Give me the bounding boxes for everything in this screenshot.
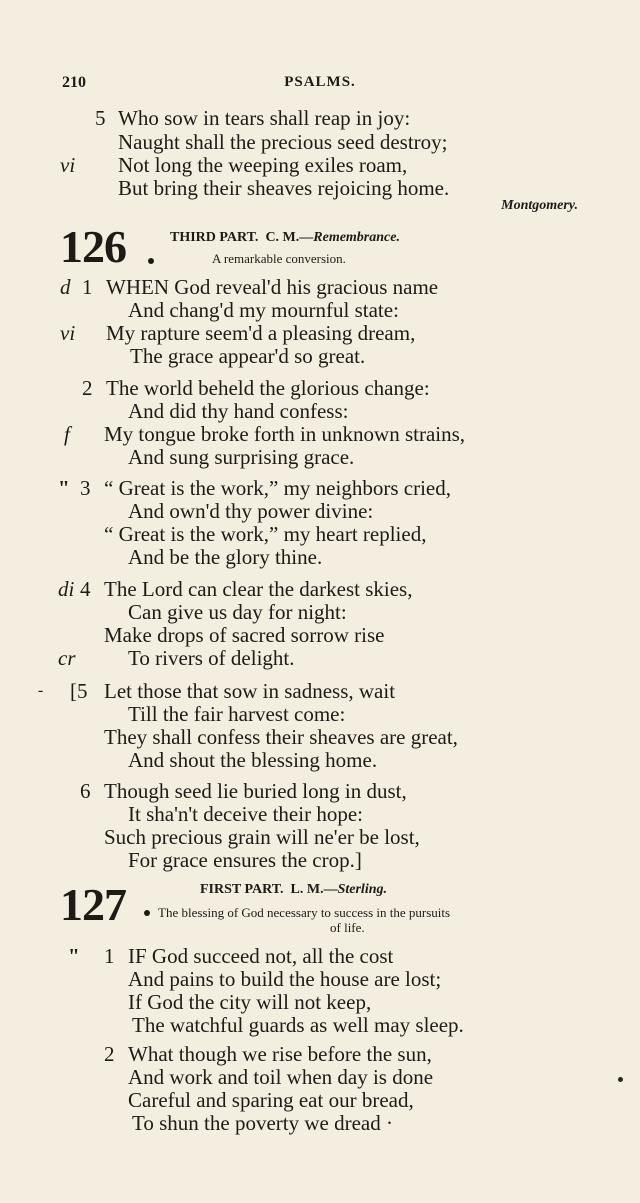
hymn-line: And shout the blessing home. — [128, 748, 378, 772]
hymn-subtitle: A remarkable conversion. — [212, 251, 346, 266]
dynamic-mark: di — [58, 577, 75, 601]
dash-mark: - — [38, 682, 44, 699]
hymn-meta — [170, 230, 400, 246]
hymn-subtitle-continued: of life. — [330, 920, 365, 935]
hymn-number: 126 — [60, 221, 126, 272]
verse-number: 6 — [80, 779, 91, 803]
verse-number: 4 — [80, 577, 91, 601]
hymn-line: The watchful guards as well may sleep. — [132, 1013, 464, 1037]
hymn-line: If God the city will not keep, — [128, 990, 372, 1014]
verse-number: 2 — [82, 376, 93, 400]
hymn-line: But bring their sheaves rejoicing home. — [118, 176, 450, 200]
hymn-line: The grace appear'd so great. — [130, 344, 366, 368]
running-title: PSALMS. — [284, 74, 356, 90]
hymn-line: And sung surprising grace. — [128, 445, 355, 469]
hymn-tune: Sterling. — [337, 882, 387, 897]
hymn-part: FIRST PART. — [200, 882, 284, 897]
dynamic-mark: f — [64, 422, 70, 446]
dynamic-mark: vi — [60, 153, 76, 177]
hymn-line: And did thy hand confess: — [128, 399, 349, 423]
hymn-line: And pains to build the house are lost; — [128, 967, 442, 991]
hymn-number-dot — [144, 910, 150, 916]
hymn-line: Can give us day for night: — [128, 600, 347, 624]
hymn-line: Till the fair harvest come: — [128, 702, 346, 726]
hymn-line: Naught shall the precious seed destroy; — [118, 130, 448, 154]
hymn-number: 127 — [60, 879, 126, 930]
hymn-meter: L. M.— — [290, 882, 338, 897]
hymn-line: IF God succeed not, all the cost — [128, 944, 394, 968]
hymn-line: To shun the poverty we dread · — [132, 1111, 393, 1135]
hymn-line: Though seed lie buried long in dust, — [104, 779, 407, 803]
page-number: 210 — [62, 74, 86, 91]
accent-mark: " — [68, 944, 80, 968]
hymn-tune: Remembrance. — [313, 230, 400, 245]
hymn-line: They shall confess their sheaves are great, — [104, 725, 458, 749]
verse-number: 5 — [95, 106, 106, 130]
hymn-line: My rapture seem'd a pleasing dream, — [106, 321, 416, 345]
hymn-line: “ Great is the work,” my neighbors cried, — [104, 476, 451, 500]
hymn-line: And own'd thy power divine: — [128, 499, 374, 523]
verse-number: [5 — [70, 679, 88, 703]
hymn-line: WHEN God reveal'd his gracious name — [106, 275, 439, 299]
hymn-line: What though we rise before the sun, — [128, 1042, 432, 1066]
dynamic-mark: d — [60, 275, 71, 299]
hymn-meta — [200, 882, 387, 898]
hymn-meter: C. M.— — [265, 230, 314, 245]
author-attribution: Montgomery. — [501, 198, 578, 213]
hymn-line: And chang'd my mournful state: — [128, 298, 399, 322]
hymn-subtitle: The blessing of God necessary to success in the pursuits — [158, 905, 451, 920]
hymn-line: Such precious grain will ne'er be lost, — [104, 825, 420, 849]
hymn-number-dot — [148, 258, 154, 264]
hymn-line: Make drops of sacred sorrow rise — [104, 623, 385, 647]
hymn-line: “ Great is the work,” my heart replied, — [104, 522, 427, 546]
hymn-line: My tongue broke forth in unknown strains, — [104, 422, 466, 446]
verse-number: 2 — [104, 1042, 115, 1066]
hymn-line: And work and toil when day is done — [128, 1065, 434, 1089]
hymn-line: And be the glory thine. — [128, 545, 323, 569]
hymn-line: The Lord can clear the darkest skies, — [104, 577, 413, 601]
dynamic-mark: vi — [60, 321, 76, 345]
dynamic-mark: cr — [58, 646, 76, 670]
hymn-line: For grace ensures the crop.] — [128, 848, 362, 872]
hymn-line: Careful and sparing eat our bread, — [128, 1088, 414, 1112]
hymn-line: It sha'n't deceive their hope: — [128, 802, 363, 826]
hymn-line: Let those that sow in sadness, wait — [104, 679, 396, 703]
hymn-line: Who sow in tears shall reap in joy: — [118, 106, 411, 130]
ink-speck — [618, 1077, 623, 1082]
hymn-part: THIRD PART. — [170, 230, 259, 245]
hymn-line: Not long the weeping exiles roam, — [118, 153, 408, 177]
verse-number: 1 — [82, 275, 93, 299]
verse-number: 1 — [104, 944, 115, 968]
verse-number: 3 — [80, 476, 91, 500]
hymn-line: The world beheld the glorious change: — [106, 376, 430, 400]
hymn-line: To rivers of delight. — [128, 646, 295, 670]
accent-mark: " — [58, 476, 70, 500]
